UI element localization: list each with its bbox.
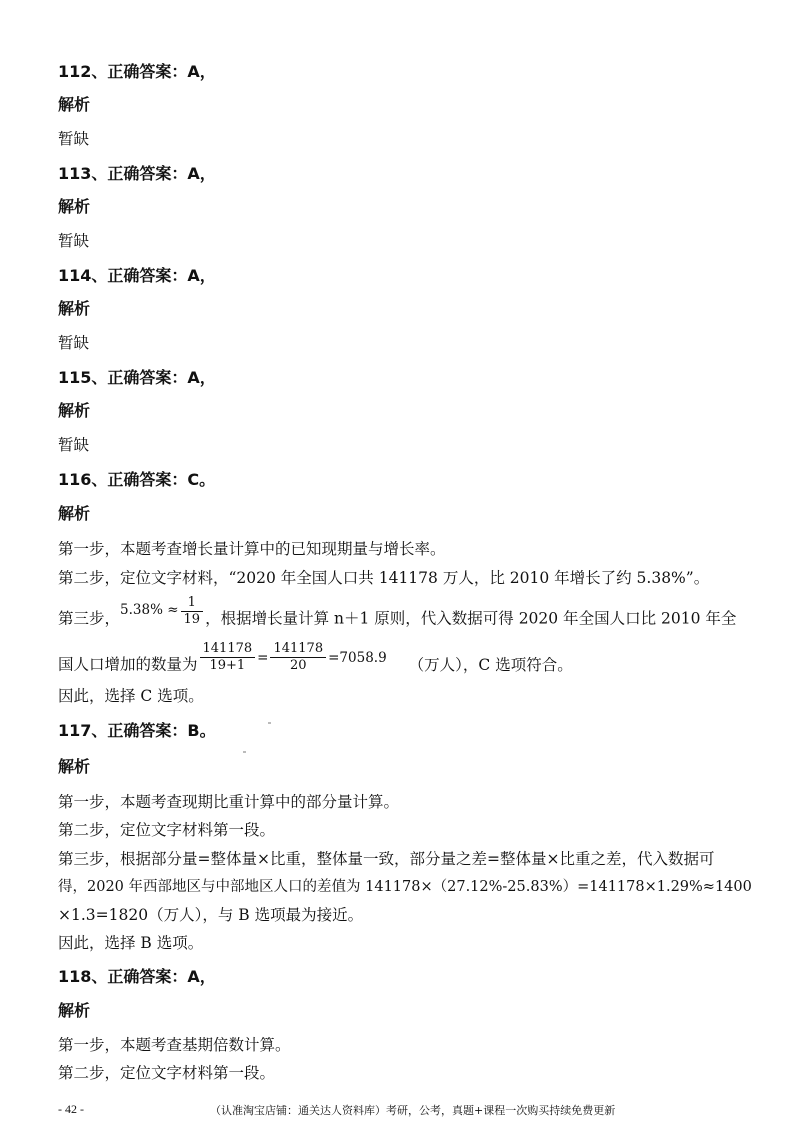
analysis-conclusion-116: 因此，选择 C 选项。 xyxy=(58,687,204,705)
fraction-denominator: 20 xyxy=(290,658,307,673)
scan-speck xyxy=(268,722,271,724)
analysis-label-117: 解析 xyxy=(58,757,91,776)
analysis-step3-116 xyxy=(58,595,737,636)
analysis-label-112: 解析 xyxy=(58,95,91,114)
analysis-step3-end-117: ×1.3=1820（万人），与 B 选项最为接近。 xyxy=(58,906,364,924)
analysis-step2-118: 第二步，定位文字材料第一段。 xyxy=(58,1064,276,1082)
analysis-step1-117: 第一步，本题考查现期比重计算中的部分量计算。 xyxy=(58,793,400,811)
answer-heading-116: 116、正确答案：C。 xyxy=(58,470,216,489)
step4-prefix: 国人口增加的数量为 xyxy=(58,655,198,674)
analysis-step2-117: 第二步，定位文字材料第一段。 xyxy=(58,821,276,839)
page-number: - 42 - xyxy=(58,1102,84,1116)
fraction-141178-over-19plus1 xyxy=(200,641,256,674)
analysis-conclusion-117: 因此，选择 B 选项。 xyxy=(58,934,204,952)
result-value: =7058.9 xyxy=(328,649,387,666)
analysis-label-113: 解析 xyxy=(58,197,91,216)
step3-text: ，根据增长量计算 n＋1 原则，代入数据可得 2020 年全国人口比 2010 年全 xyxy=(205,609,737,628)
analysis-step4-116 xyxy=(58,641,573,682)
analysis-step3-117: 第三步，根据部分量=整体量×比重，整体量一致，部分量之差=整体量×比重之差，代入数据可 xyxy=(58,850,715,868)
analysis-text-112: 暂缺 xyxy=(58,130,90,148)
answer-heading-118: 118、正确答案：A， xyxy=(58,967,216,986)
analysis-label-118: 解析 xyxy=(58,1001,91,1020)
analysis-text-114: 暂缺 xyxy=(58,334,90,352)
step4-text: （万人），C 选项符合。 xyxy=(408,655,573,674)
fraction-denominator: 19 xyxy=(183,612,201,627)
answer-heading-115: 115、正确答案：A， xyxy=(58,368,216,387)
analysis-text-113: 暂缺 xyxy=(58,232,90,250)
fraction-141178-over-20 xyxy=(270,641,326,674)
answer-heading-117: 117、正确答案：B。 xyxy=(58,721,216,740)
fraction-numerator: 1 xyxy=(181,595,204,612)
analysis-step2-116: 第二步，定位文字材料，“2020 年全国人口共 141178 万人，比 2010 年增长了约 5.38%”。 xyxy=(58,569,710,587)
answer-heading-113: 113、正确答案：A， xyxy=(58,164,216,183)
fraction-one-nineteenth xyxy=(181,595,204,628)
fraction-denominator: 19+1 xyxy=(209,658,246,673)
fraction-numerator: 141178 xyxy=(270,641,326,658)
analysis-label-116: 解析 xyxy=(58,504,91,523)
analysis-step1-116: 第一步，本题考查增长量计算中的已知现期量与增长率。 xyxy=(58,540,446,558)
scan-speck xyxy=(243,751,246,753)
answer-heading-114: 114、正确答案：A， xyxy=(58,266,216,285)
step3-prefix: 第三步， xyxy=(58,609,121,628)
approx-expression: 5.38% ≈ xyxy=(120,601,179,618)
analysis-step1-118: 第一步，本题考查基期倍数计算。 xyxy=(58,1036,291,1054)
footer-note: （认准淘宝店铺：通关达人资料库）考研，公考，真题+课程一次购买持续免费更新 xyxy=(210,1104,616,1117)
equals-sign: = xyxy=(257,649,269,666)
analysis-text-115: 暂缺 xyxy=(58,436,90,454)
analysis-step3-cont-117: 得，2020 年西部地区与中部地区人口的差值为 141178×（27.12%-25.83%）=141178×1.29%≈1400 xyxy=(58,879,752,895)
fraction-numerator: 141178 xyxy=(200,641,256,658)
analysis-label-115: 解析 xyxy=(58,401,91,420)
analysis-label-114: 解析 xyxy=(58,299,91,318)
answer-heading-112: 112、正确答案：A， xyxy=(58,62,216,81)
